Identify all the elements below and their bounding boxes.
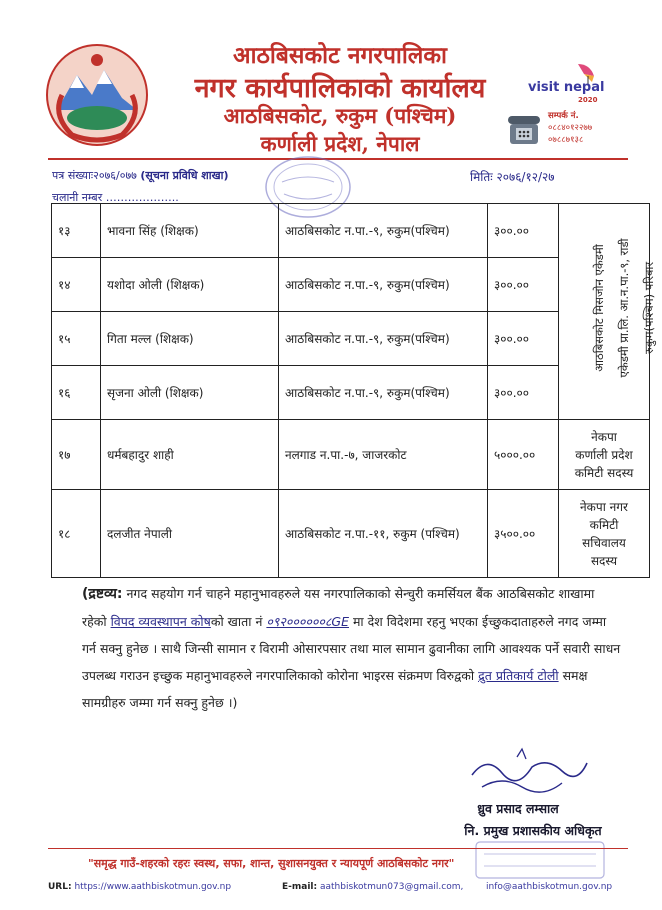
remark-line: नेकपा नगर — [580, 499, 628, 514]
table-row — [52, 204, 650, 258]
note-text-4: समक्ष सामग्रीहरु जम्मा गर्न सक्नु हुनेछ ।) — [82, 668, 588, 710]
dispatch-number: चलानी नम्बर ……………….. — [52, 191, 179, 204]
note-text-1: नगद सहयोग गर्न चाहने महानुभावहरुले यस नगरपालिकाको सेन्चुरी कमर्सियल बैंक आठबिसकोट शाखामा रहेको — [82, 586, 595, 629]
note-text-2: को खाता नं — [210, 614, 267, 629]
footer-divider — [48, 848, 628, 849]
amount-cell: ३००.०० — [488, 258, 559, 312]
email-label: E-mail: — [282, 882, 318, 892]
amount-cell: ५०००.०० — [488, 420, 559, 490]
nepal-emblem-icon — [42, 40, 152, 150]
contact-phone-2: ०७८८७१३८ — [548, 135, 584, 145]
merged-remark-cell — [559, 204, 656, 420]
email-link[interactable]: aathbiskotmun073@gmail.com, — [319, 882, 464, 892]
serial-cell: १८ — [52, 490, 101, 578]
amount-cell: ३५००.०० — [488, 490, 559, 578]
donor-table — [51, 203, 656, 578]
visit-nepal-logo — [528, 62, 620, 106]
address-cell: आठबिसकोट न.पा.-९, रुकुम(पश्चिम) — [279, 204, 488, 258]
letter-date: मितिः २०७६/१२/२७ — [470, 170, 555, 184]
name-cell: सृजना ओली (शिक्षक) — [101, 366, 279, 420]
signer-title: नि. प्रमुख प्रशासकीय अधिकृत — [464, 823, 602, 838]
handwritten-signature — [462, 745, 592, 800]
name-cell: गिता मल्ल (शिक्षक) — [101, 312, 279, 366]
serial-cell: १६ — [52, 366, 101, 420]
footer-url — [48, 882, 231, 892]
address-cell: आठबिसकोट न.पा.-९, रुकुम(पश्चिम) — [279, 366, 488, 420]
donation-note — [82, 580, 622, 716]
serial-cell: १३ — [52, 204, 101, 258]
contact-label: सम्पर्क नं. — [548, 111, 579, 121]
contact-block — [548, 110, 638, 146]
header-office-name: नगर कार्यपालिकाको कार्यालय — [194, 73, 486, 104]
signer-name: ध्रुव प्रसाद लम्साल — [477, 801, 559, 816]
account-number: ०९२००००००८GE — [266, 614, 349, 629]
remark-line: नेकपा — [591, 429, 617, 444]
remark-school-line2: एकेडमी प्रा.लि. आ.न.पा.-९, राडी — [617, 238, 631, 378]
name-cell: धर्मबहादुर शाही — [101, 420, 279, 490]
remark-school-line3: रुकुम(पश्चिम) परिवार — [642, 261, 656, 355]
remark-line: कमिटी — [589, 517, 619, 532]
reference-number: पत्र संख्याः२०७६/०७७ — [52, 169, 137, 182]
header-municipality-name: आठबिसकोट नगरपालिका — [232, 42, 448, 69]
visit-nepal-year: 2020 — [578, 96, 598, 104]
name-cell: भावना सिंह (शिक्षक) — [101, 204, 279, 258]
reference-section: (सूचना प्रविधि शाखा) — [140, 169, 229, 182]
visit-nepal-text: visit nepal — [528, 80, 605, 95]
note-label: (द्रष्टव्य: — [82, 586, 123, 602]
website-link[interactable]: https://www.aathbiskotmun.gov.np — [74, 882, 232, 892]
footer-slogan: "समृद्ध गाउँ-शहरको रहरः स्वस्थ, सफा, शान्त, सुशासनयुक्त र न्यायपूर्ण आठबिसकोट नगर" — [88, 857, 455, 870]
address-cell: आठबिसकोट न.पा.-११, रुकुम (पश्चिम) — [279, 490, 488, 578]
footer-email — [282, 882, 463, 892]
rapid-response-team: द्रुत प्रतिकार्य टोली — [478, 668, 559, 683]
header-location: आठबिसकोट, रुकुम (पश्चिम) — [223, 103, 457, 128]
serial-cell: १७ — [52, 420, 101, 490]
url-label: URL: — [48, 882, 72, 892]
remark-cell — [559, 420, 650, 490]
address-cell: आठबिसकोट न.पा.-९, रुकुम(पश्चिम) — [279, 258, 488, 312]
telephone-icon — [506, 110, 542, 148]
amount-cell: ३००.०० — [488, 366, 559, 420]
disaster-fund-name: विपद व्यवस्थापन कोष — [110, 614, 211, 629]
serial-cell: १५ — [52, 312, 101, 366]
contact-phone-1: ०८८४०१२२७७ — [548, 123, 593, 133]
amount-cell: ३००.०० — [488, 204, 559, 258]
remark-line: सचिवालय — [582, 535, 626, 550]
table-row — [52, 490, 650, 578]
remark-cell — [559, 490, 650, 578]
table-row — [52, 420, 650, 490]
remark-line: कर्णाली प्रदेश — [575, 447, 633, 462]
address-cell: आठबिसकोट न.पा.-९, रुकुम(पश्चिम) — [279, 312, 488, 366]
remark-line: सदस्य — [590, 553, 618, 568]
remark-line: कमिटी सदस्य — [574, 465, 634, 480]
letter-reference — [52, 168, 229, 183]
serial-cell: १४ — [52, 258, 101, 312]
info-email-link[interactable]: info@aathbiskotmun.gov.np — [486, 882, 613, 892]
remark-school-line1: आठबिसकोट मिसजोन एकेडमी — [592, 244, 606, 372]
amount-cell: ३००.०० — [488, 312, 559, 366]
name-cell: यशोदा ओली (शिक्षक) — [101, 258, 279, 312]
note-text-3: मा देश विदेशमा रहनु भएका ईच्छुकदाताहरुले नगद जम्मा गर्न सक्नु हुनेछ । साथै जिन्सी सामान र विरामी ओसारपसार तथा माल सामान ढुवानीका लागि आवश्यक पर्ने सवारी साधन उपलब्ध गराउन इच्छुक महानुभावहरुले नगरपालिकाको कोरोना भाइरस संक्रमण विरुद्वको — [82, 614, 621, 683]
header-province: कर्णाली प्रदेश, नेपाल — [260, 131, 420, 156]
address-cell: नलगाड न.पा.-७, जाजरकोट — [279, 420, 488, 490]
name-cell: दलजीत नेपाली — [101, 490, 279, 578]
